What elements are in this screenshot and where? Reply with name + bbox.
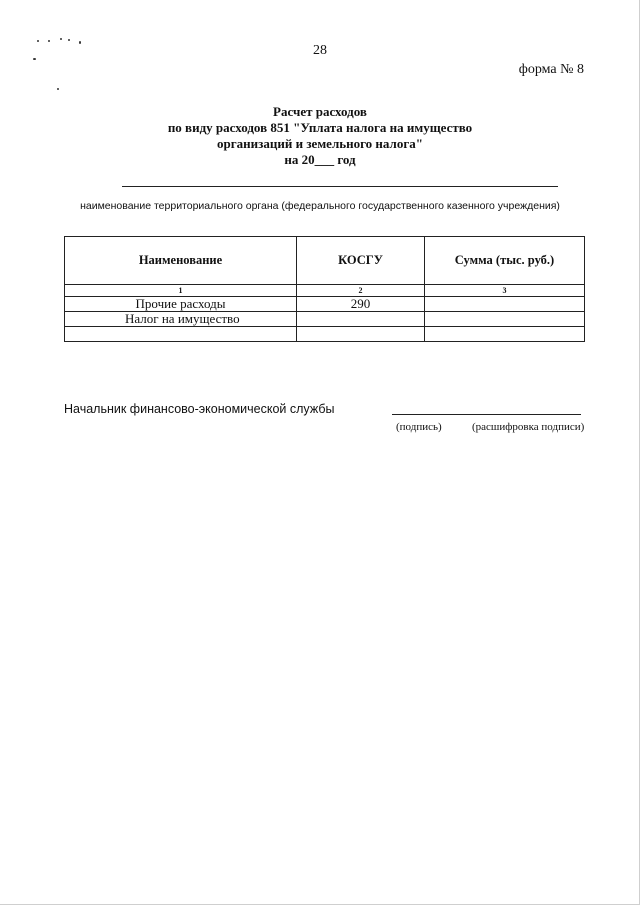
table-row [65,297,585,312]
column-number-row [65,285,585,297]
scan-speck [60,38,62,40]
signature-decoding-caption: (расшифровка подписи) [472,421,585,433]
title-line-4: на 20___ год [284,152,356,167]
cell-name [65,327,297,342]
cell-kosgu [297,327,425,342]
column-number: 2 [297,285,425,297]
org-name-line [122,186,558,187]
table-header-row [65,237,585,285]
scan-speck [48,40,50,42]
column-number: 3 [425,285,585,297]
title-line-2: по виду расходов 851 "Уплата налога на имущество [167,120,473,135]
cell-sum [425,297,585,312]
table-row [65,312,585,327]
title-line-3: организаций и земельного налога" [217,136,423,151]
signature-title: Начальник финансово-экономической службы [64,402,335,416]
cell-kosgu: 290 [297,297,425,312]
header-sum: Сумма (тыс. руб.) [425,237,585,285]
scan-speck [37,40,39,42]
document-title [0,104,640,168]
cell-sum [425,327,585,342]
scan-speck [57,88,59,90]
cell-kosgu [297,312,425,327]
column-number: 1 [65,285,297,297]
header-name: Наименование [65,237,297,285]
page-number: 28 [313,43,327,58]
cell-name: Прочие расходы [65,297,297,312]
form-number: форма № 8 [518,62,584,77]
signature-caption: (подпись) [396,421,442,433]
scan-speck [68,39,70,41]
org-name-caption: наименование территориального органа (федерального государственного казенного учреждения) [80,200,560,212]
table-row [65,327,585,342]
signature-line [392,414,581,415]
cell-sum [425,312,585,327]
expense-table [64,236,585,342]
header-kosgu: КОСГУ [297,237,425,285]
title-line-1: Расчет расходов [273,104,367,119]
cell-name: Налог на имущество [65,312,297,327]
